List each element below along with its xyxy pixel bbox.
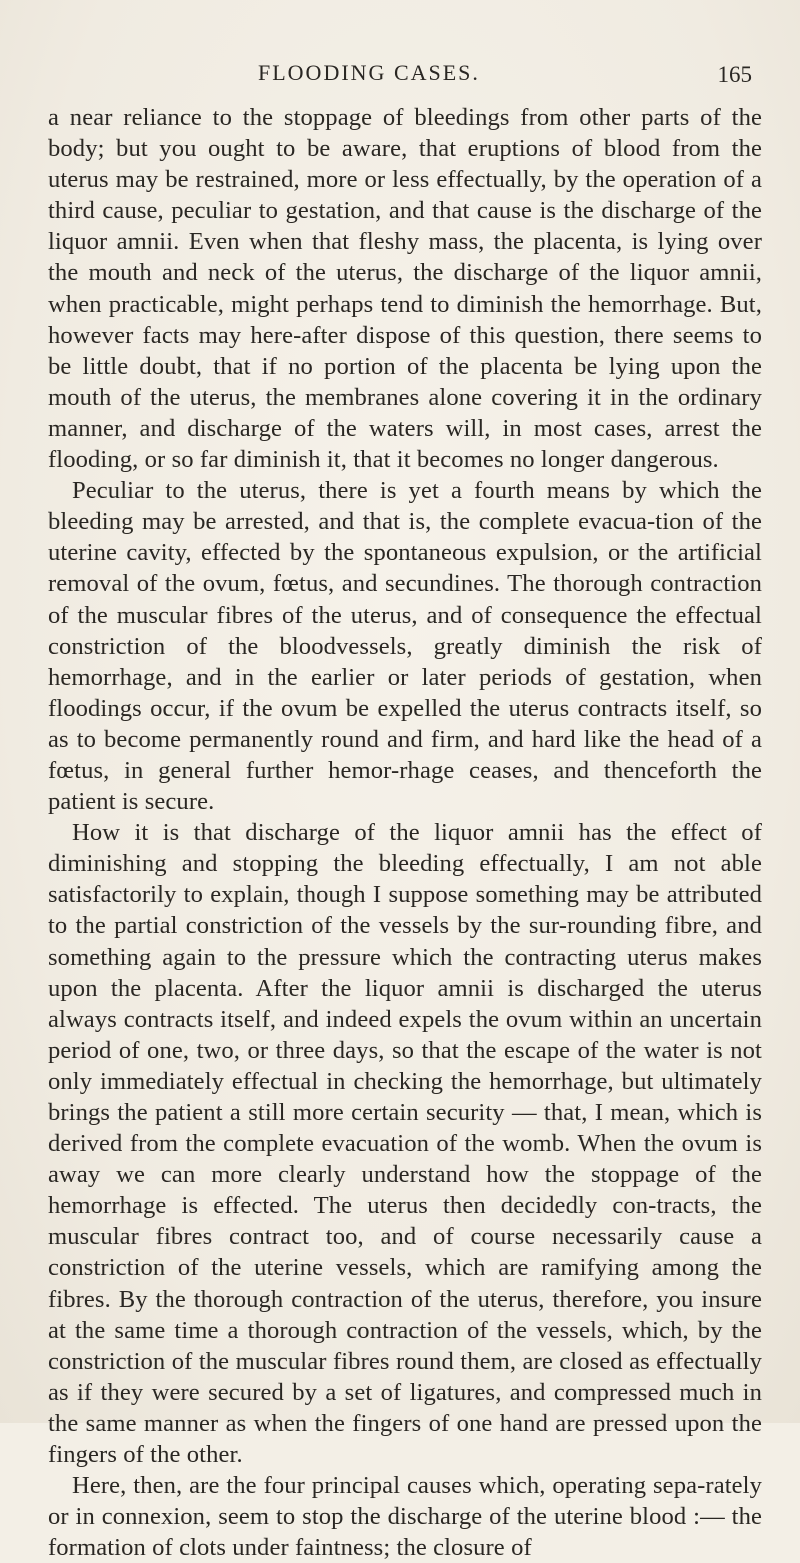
body-text xyxy=(48,102,762,1563)
page-number: 165 xyxy=(717,62,752,87)
paragraph: a near reliance to the stoppage of bleedings from other parts of the body; but you ought to be aware, that eruptions of blood from the uterus may be restrained, more or less effectually, by the operation of a third cause, peculiar to gestation, and that cause is the discharge of the liquor amnii. Even when that fleshy mass, the placenta, is lying over the mouth and neck of the uterus, the discharge of the liquor amnii, when practicable, might perhaps tend to diminish the hemorrhage. But, however facts may here-after dispose of this question, there seems to be little doubt, that if no portion of the placenta be lying upon the mouth of the uterus, the membranes alone covering it in the ordinary manner, and discharge of the waters will, in most cases, arrest the flooding, or so far diminish it, that it becomes no longer dangerous. xyxy=(48,104,762,474)
running-head xyxy=(48,48,762,88)
running-title: FLOODING CASES. xyxy=(258,60,480,85)
paragraph: Here, then, are the four principal causes which, operating sepa-rately or in connexion, seem to stop the discharge of the uterine blood :— the formation of clots under faintness; the closure of xyxy=(48,1472,762,1562)
paragraph: How it is that discharge of the liquor amnii has the effect of diminishing and stopping the bleeding effectually, I am not able satisfactorily to explain, though I suppose something may be attributed to the partial constriction of the vessels by the sur-rounding fibre, and something again to the pressure which the contracting uterus makes upon the placenta. After the liquor amnii is discharged the uterus always contracts itself, and indeed expels the ovum within an uncertain period of one, two, or three days, so that the escape of the water is not only immediately effectual in checking the hemorrhage, but ultimately brings the patient a still more certain security — that, I mean, which is derived from the complete evacuation of the womb. When the ovum is away we can more clearly understand how the stoppage of the hemorrhage is effected. The uterus then decidedly con-tracts, the muscular fibres contract too, and of course necessarily cause a constriction of the uterine vessels, which are ramifying among the fibres. By the thorough contraction of the uterus, therefore, you insure at the same time a thorough contraction of the vessels, which, by the constriction of the muscular fibres round them, are closed as effectually as if they were secured by a set of ligatures, and compressed much in the same manner as when the fingers of one hand are pressed upon the fingers of the other. xyxy=(48,819,762,1469)
paragraph: Peculiar to the uterus, there is yet a fourth means by which the bleeding may be arrested, and that is, the complete evacua-tion of the uterine cavity, effected by the spontaneous expulsion, or the artificial removal of the ovum, fœtus, and secundines. The thorough contraction of the muscular fibres of the uterus, and of consequence the effectual constriction of the bloodvessels, greatly diminish the risk of hemorrhage, and in the earlier or later periods of gestation, when floodings occur, if the ovum be expelled the uterus contracts itself, so as to become permanently round and firm, and hard like the head of a fœtus, in general further hemor-rhage ceases, and thenceforth the patient is secure. xyxy=(48,477,762,816)
